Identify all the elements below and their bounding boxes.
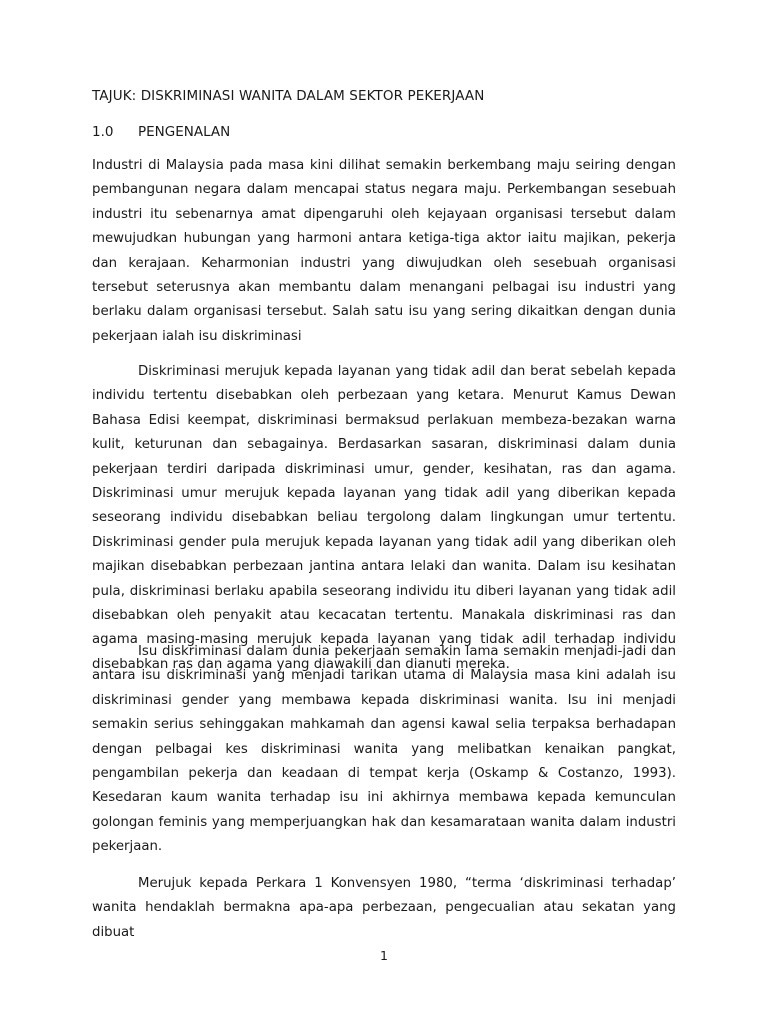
paragraph-convention: Merujuk kepada Perkara 1 Konvensyen 1980, “terma ‘diskriminasi terhadap’ wanita hendaklah bermakna apa-apa perbezaan, pengecualian atau sekatan yang dibuat — [92, 876, 676, 940]
section-number: 1.0 — [92, 124, 114, 140]
paragraph-definition: Diskriminasi merujuk kepada layanan yang tidak adil dan berat sebelah kepada individu tertentu disebabkan oleh perbezaan yang ketara. Menurut Kamus Dewan Bahasa Edisi keempat, diskriminasi bermaksud perlakuan membeza-bezakan warna kulit, keturunan dan sebagainya. Berdasarkan sasaran, diskriminasi dalam dunia pekerjaan terdiri daripada diskriminasi umur, gender, kesihatan, ras dan agama. Diskriminasi umur merujuk kepada layanan yang tidak adil yang diberikan kepada seseorang individu disebabkan beliau tergolong dalam lingkungan umur tertentu. Diskriminasi gender pula merujuk kepada layanan yang tidak adil yang diberikan oleh majikan disebabkan perbezaan jantina antara lelaki dan wanita. Dalam isu kesihatan pula, diskriminasi berlaku apabila seseorang individu itu diberi layanan yang tidak adil disebabkan oleh penyakit atau kecacatan tertentu. Manakala diskriminasi ras dan agama masing-masing merujuk kepada layanan yang tidak adil terhadap individu disebabkan ras dan agama yang diawakili dan dianuti mereka. — [92, 364, 676, 672]
document-title: TAJUK: DISKRIMINASI WANITA DALAM SEKTOR PEKERJAAN — [92, 88, 485, 104]
page-number: 1 — [380, 948, 388, 963]
paragraph-gender-issue: Isu diskriminasi dalam dunia pekerjaan semakin lama semakin menjadi-jadi dan antara isu diskriminasi yang menjadi tarikan utama di Malaysia masa kini adalah isu diskriminasi gender yang membawa kepada diskriminasi wanita. Isu ini menjadi semakin serius sehinggakan mahkamah dan agensi kawal selia terpaksa berhadapan dengan pelbagai kes diskriminasi wanita yang melibatkan kenaikan pangkat, pengambilan pekerja dan keadaan di tempat kerja (Oskamp & Costanzo, 1993). Kesedaran kaum wanita terhadap isu ini akhirnya membawa kepada kemunculan golongan feminis yang memperjuangkan hak dan kesamarataan wanita dalam industri pekerjaan. — [92, 644, 676, 855]
section-title: PENGENALAN — [138, 124, 231, 140]
paragraph-introduction: Industri di Malaysia pada masa kini dilihat semakin berkembang maju seiring dengan pembangunan negara dalam mencapai status negara maju. Perkembangan sesebuah industri itu sebenarnya amat dipengaruhi oleh kejayaan organisasi tersebut dalam mewujudkan hubungan yang harmoni antara ketiga-tiga aktor iaitu majikan, pekerja dan kerajaan. Keharmonian industri yang diwujudkan oleh sesebuah organisasi tersebut seterusnya akan membantu dalam menangani pelbagai isu industri yang berlaku dalam organisasi tersebut. Salah satu isu yang sering dikaitkan dengan dunia pekerjaan ialah isu diskriminasi — [92, 158, 676, 344]
section-heading — [92, 124, 230, 140]
